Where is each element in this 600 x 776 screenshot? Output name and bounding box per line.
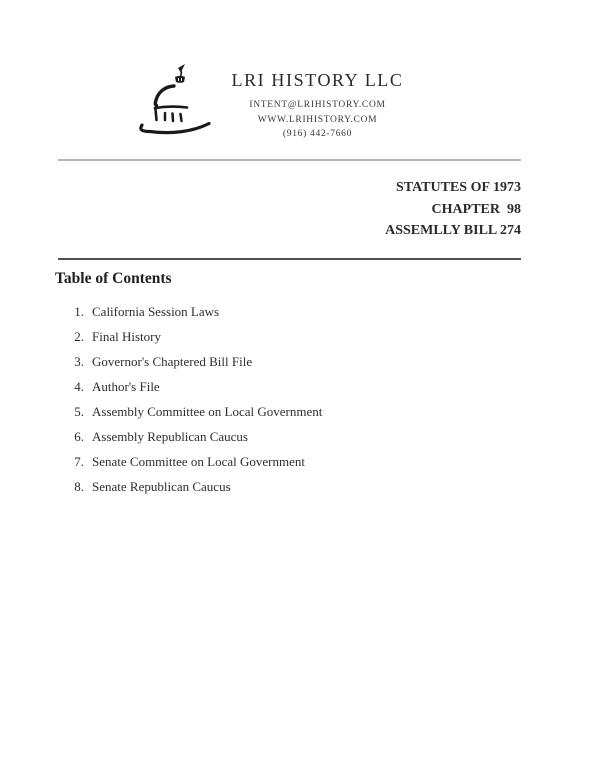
- item-number: 4.: [74, 379, 84, 394]
- bill-reference: [220, 177, 521, 242]
- assembly-bill-line: ASSEMLLY BILL 274: [385, 223, 521, 238]
- company-name: LRI HISTORY LLC: [231, 70, 404, 90]
- list-item: [68, 305, 322, 319]
- item-label: Author's File: [92, 379, 160, 394]
- item-label: Governor's Chaptered Bill File: [92, 354, 253, 369]
- item-label: California Session Laws: [92, 304, 220, 319]
- website-text: WWW.LRIHISTORY.COM: [257, 114, 378, 125]
- list-item: [68, 380, 322, 394]
- item-number: 1.: [74, 304, 84, 319]
- chapter-line: CHAPTER 98: [431, 201, 521, 217]
- email-text: INTENT@LRIHISTORY.COM: [249, 100, 386, 110]
- toc-title: Table of Contents: [55, 270, 172, 287]
- item-label: Assembly Republican Caucus: [92, 429, 248, 444]
- list-item: [68, 480, 322, 494]
- phone-text: (916) 442-7660: [282, 129, 353, 139]
- item-number: 3.: [74, 354, 84, 369]
- item-number: 5.: [74, 404, 84, 419]
- item-number: 8.: [74, 479, 84, 494]
- item-label: Final History: [92, 329, 161, 344]
- item-label: Senate Republican Caucus: [92, 479, 231, 494]
- letterhead: [160, 70, 475, 142]
- item-number: 6.: [74, 429, 84, 444]
- list-item: [68, 405, 322, 419]
- toc-list: [68, 305, 322, 505]
- statutes-line: STATUTES OF 1973: [396, 180, 521, 195]
- divider-top: [58, 159, 521, 161]
- item-number: 7.: [74, 454, 84, 469]
- list-item: [68, 430, 322, 444]
- list-item: [68, 330, 322, 344]
- item-label: Senate Committee on Local Government: [92, 454, 305, 469]
- list-item: [68, 455, 322, 469]
- item-label: Assembly Committee on Local Government: [92, 404, 323, 419]
- list-item: [68, 355, 322, 369]
- item-number: 2.: [74, 329, 84, 344]
- divider-bottom: [58, 258, 521, 260]
